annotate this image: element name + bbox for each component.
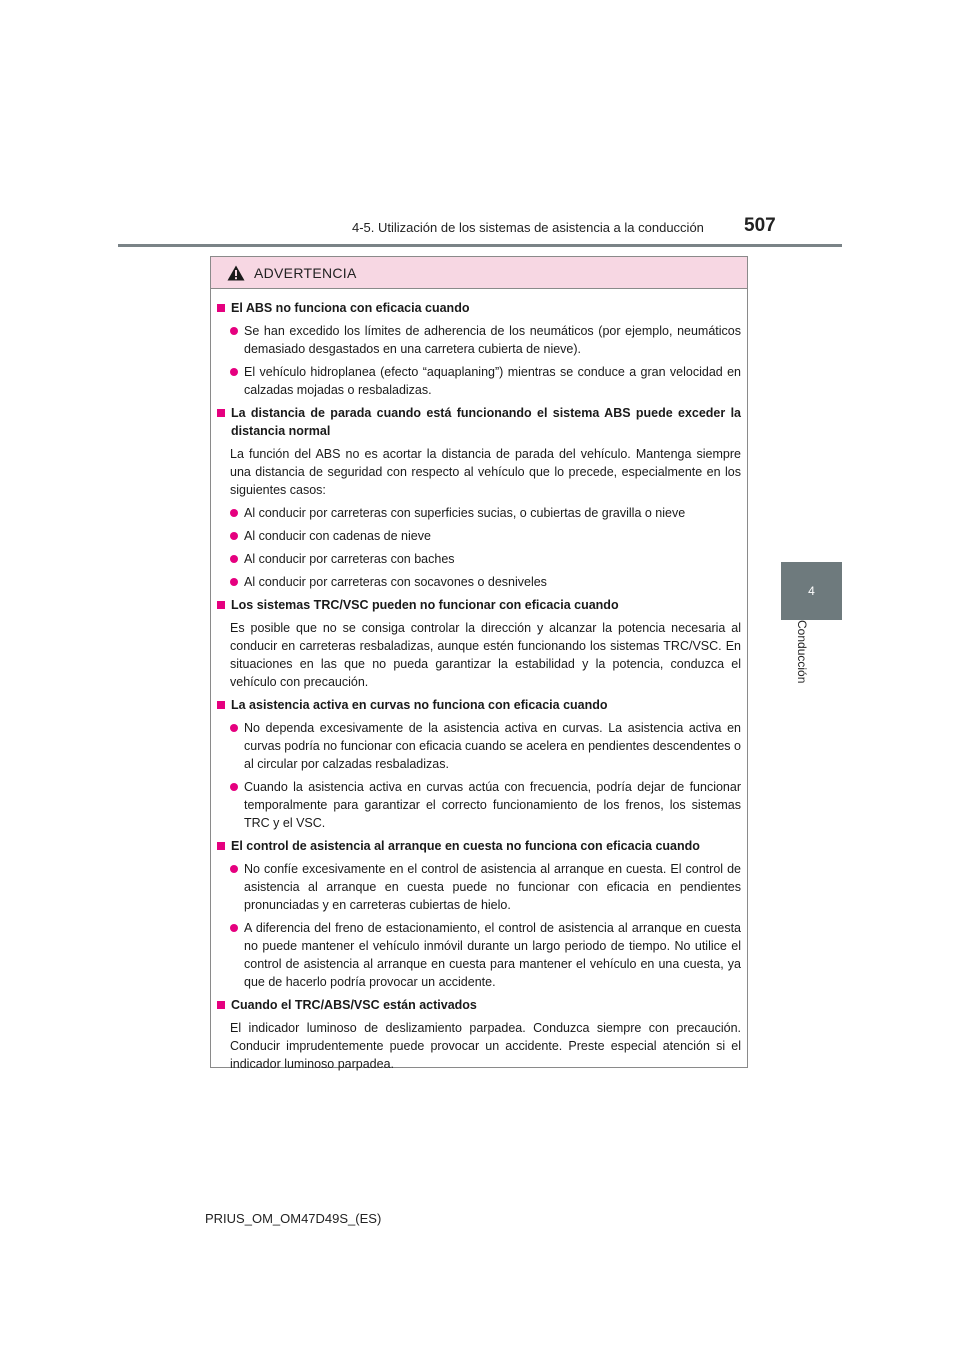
- bullet-dot-icon: [230, 924, 238, 932]
- section-marker-icon: [217, 601, 225, 609]
- bullet-text: Al conducir con cadenas de nieve: [244, 529, 431, 543]
- section-title: [217, 696, 741, 714]
- section-title: [217, 837, 741, 855]
- bullet-text: No dependa excesivamente de la asistencia activa en curvas. La asistencia activa en curvas podría no funcionar con eficacia cuando se acelera en pendientes descendentes o al circular por calzadas resbaladizas.: [244, 721, 741, 771]
- section-paragraph: Es posible que no se consiga controlar la dirección y alcanzar la potencia necesaria al conducir en carreteras resbaladizas, aunque estén funcionando los sistemas TRC/VSC. En situaciones en las que no pueda garantizar la estabilidad y la potencia, conduzca el vehículo con precaución.: [230, 621, 741, 689]
- section-marker-icon: [217, 304, 225, 312]
- section-title-text: El control de asistencia al arranque en cuesta no funciona con eficacia cuando: [231, 839, 700, 853]
- warning-section: [217, 596, 741, 691]
- bullet-dot-icon: [230, 555, 238, 563]
- warning-header: [211, 257, 747, 289]
- warning-section: [217, 837, 741, 991]
- bullet-dot-icon: [230, 783, 238, 791]
- section-title-text: La distancia de parada cuando está funcionando el sistema ABS puede exceder la distancia normal: [231, 406, 741, 438]
- chapter-tab[interactable]: 4: [781, 562, 842, 620]
- section-title-text: Cuando el TRC/ABS/VSC están activados: [231, 998, 477, 1012]
- bullet-dot-icon: [230, 327, 238, 335]
- page-number: 507: [744, 215, 776, 236]
- warning-box: [210, 256, 748, 1071]
- bullet-item: [230, 719, 741, 773]
- section-paragraph: La función del ABS no es acortar la distancia de parada del vehículo. Mantenga siempre una distancia de seguridad con respecto al vehículo que lo precede, especialmente en los siguientes casos:: [230, 447, 741, 497]
- bullet-item: [230, 860, 741, 914]
- bullet-item: [230, 504, 741, 522]
- warning-section: [217, 299, 741, 399]
- bullet-item: [230, 778, 741, 832]
- warning-triangle-icon: [227, 265, 245, 281]
- bullet-dot-icon: [230, 368, 238, 376]
- section-title: [217, 299, 741, 317]
- section-paragraph: El indicador luminoso de deslizamiento parpadea. Conduzca siempre con precaución. Conducir imprudentemente puede provocar un accidente. Preste especial atención si el indicador luminoso parpadea.: [230, 1021, 741, 1071]
- bullet-text: No confíe excesivamente en el control de asistencia al arranque en cuesta. El control de asistencia al arranque en cuesta puede no funcionar con eficacia en pendientes pronunciadas y en carreteras cubiertas de hielo.: [244, 862, 741, 912]
- warning-body: [211, 289, 747, 1073]
- bullet-item: [230, 322, 741, 358]
- section-marker-icon: [217, 701, 225, 709]
- bullet-text: Se han excedido los límites de adherencia de los neumáticos (por ejemplo, neumáticos demasiado desgastados en una carretera cubierta de nieve).: [244, 324, 741, 356]
- bullet-item: [230, 363, 741, 399]
- bullet-dot-icon: [230, 509, 238, 517]
- warning-section: [217, 404, 741, 591]
- chapter-tab-label: Conducción: [795, 620, 809, 684]
- section-marker-icon: [217, 1001, 225, 1009]
- header-divider: [118, 244, 842, 247]
- section-title: [217, 596, 741, 614]
- bullet-text: Al conducir por carreteras con superficies sucias, o cubiertas de gravilla o nieve: [244, 506, 686, 520]
- bullet-item: [230, 550, 741, 568]
- warning-section: [217, 696, 741, 832]
- bullet-text: El vehículo hidroplanea (efecto “aquaplaning”) mientras se conduce a gran velocidad en calzadas mojadas o resbaladizas.: [244, 365, 741, 397]
- bullet-text: Al conducir por carreteras con baches: [244, 552, 455, 566]
- page-header-title: 4-5. Utilización de los sistemas de asistencia a la conducción: [352, 220, 704, 235]
- bullet-text: Al conducir por carreteras con socavones o desniveles: [244, 575, 547, 589]
- bullet-text: A diferencia del freno de estacionamiento, el control de asistencia al arranque en cuesta no puede mantener el vehículo inmóvil durante un largo periodo de tiempo. No utilice el control de asistencia al arranque en cuesta para mantener el vehículo en una cuesta, ya que de hacerlo podría provocar un accidente.: [244, 921, 741, 989]
- section-title-text: La asistencia activa en curvas no funciona con eficacia cuando: [231, 698, 608, 712]
- section-title: [217, 404, 741, 440]
- warning-section: [217, 996, 741, 1073]
- bullet-dot-icon: [230, 578, 238, 586]
- bullet-dot-icon: [230, 724, 238, 732]
- section-marker-icon: [217, 842, 225, 850]
- section-title-text: Los sistemas TRC/VSC pueden no funcionar con eficacia cuando: [231, 598, 619, 612]
- bullet-text: Cuando la asistencia activa en curvas actúa con frecuencia, podría dejar de funcionar temporalmente para garantizar el correcto funcionamiento de los frenos, los sistemas TRC y el VSC.: [244, 780, 741, 830]
- bullet-item: [230, 573, 741, 591]
- bullet-item: [230, 527, 741, 545]
- bullet-item: [230, 919, 741, 991]
- document-code: PRIUS_OM_OM47D49S_(ES): [205, 1211, 382, 1226]
- section-title-text: El ABS no funciona con eficacia cuando: [231, 301, 470, 315]
- section-marker-icon: [217, 409, 225, 417]
- section-title: [217, 996, 741, 1014]
- bullet-dot-icon: [230, 865, 238, 873]
- warning-title: ADVERTENCIA: [254, 264, 357, 281]
- bullet-dot-icon: [230, 532, 238, 540]
